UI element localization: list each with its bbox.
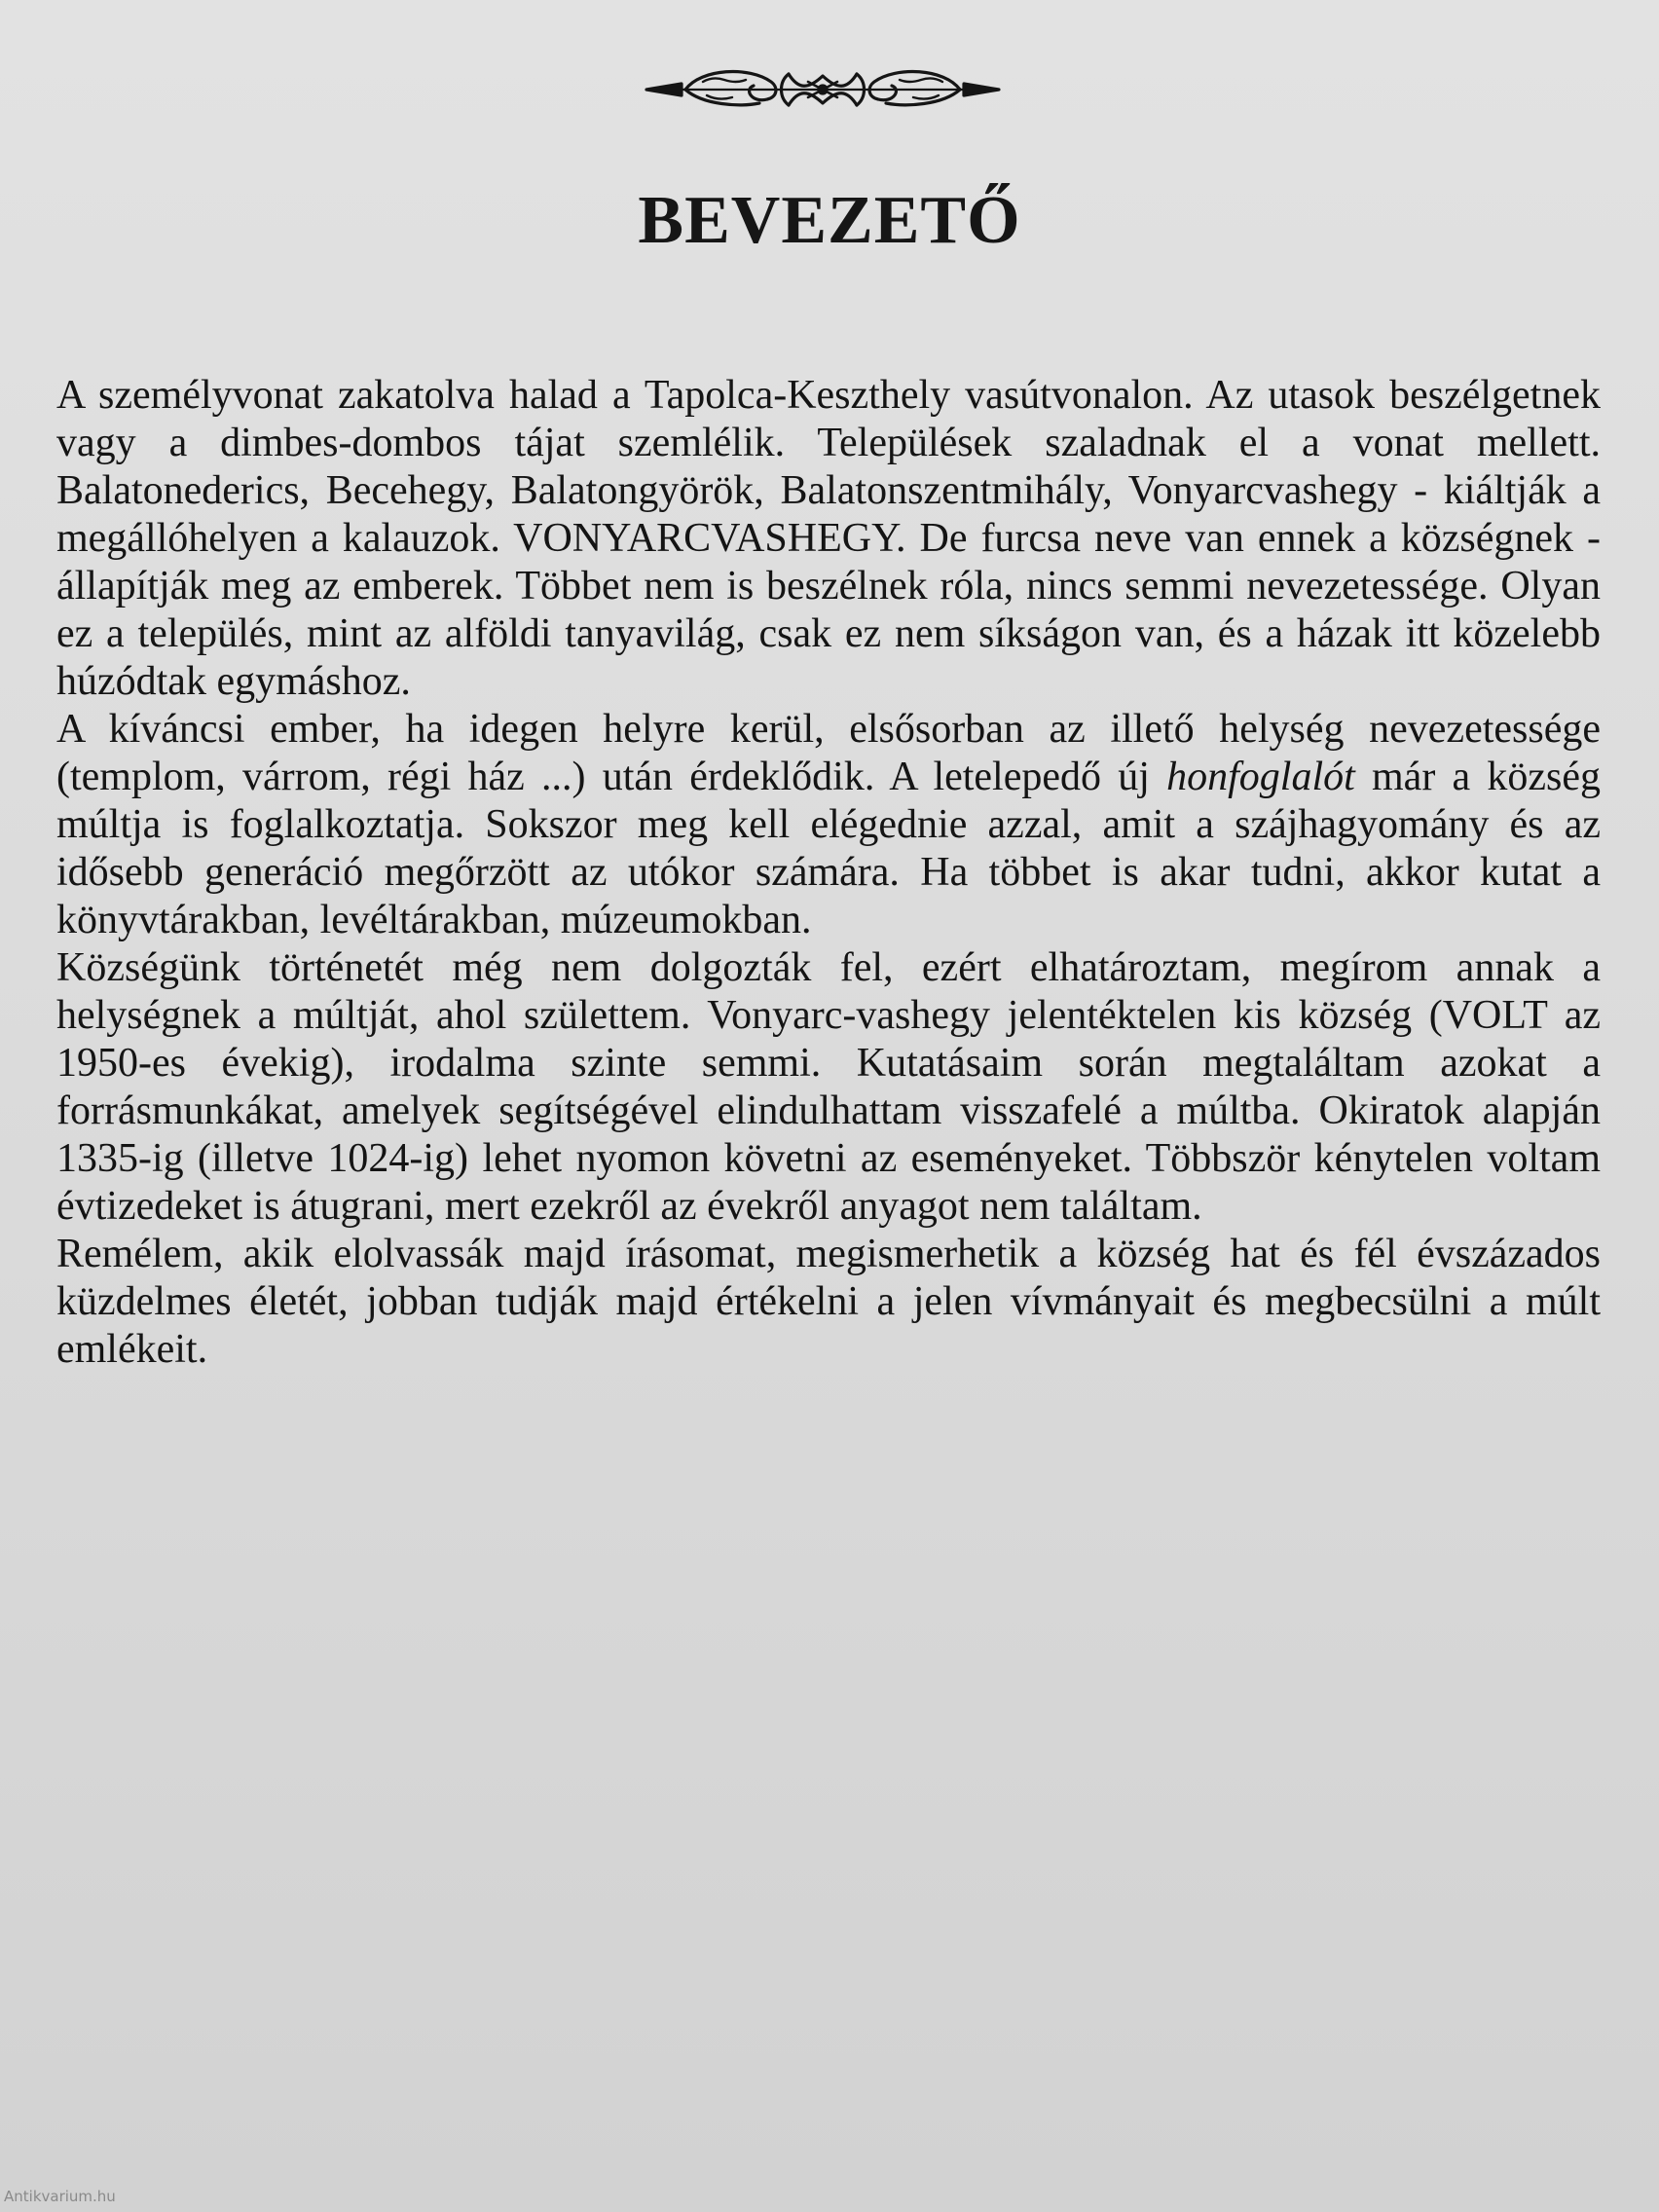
page-title: BEVEZETŐ: [638, 183, 1021, 258]
watermark: Antikvarium.hu: [4, 2188, 116, 2205]
body-text: [56, 372, 1601, 1374]
decorative-flourish-icon: [643, 60, 1003, 119]
paragraph-3: Községünk történetét még nem dolgozták fel, ezért elhatároztam, megírom annak a helységnek a múltját, ahol születtem. Vonyarc-vashegy jelentéktelen kis község (VOLT az 1950-es évekig), irodalma szinte semmi. Kutatásaim során megtaláltam azokat a forrásmunkákat, amelyek segítségével elindulhattam visszafelé a múltba. Okiratok alapján 1335-ig (illetve 1024-ig) lehet nyomon követni az eseményeket. Többször kénytelen voltam évtizedeket is átugrani, mert ezekről az évekről anyagot nem találtam.: [56, 945, 1601, 1229]
paragraph-4: Remélem, akik elolvassák majd írásomat, megismerhetik a község hat és fél évszázados küzdelmes életét, jobban tudják majd értékelni a jelen vívmányait és megbecsülni a múlt emlékeit.: [56, 1232, 1601, 1372]
italic-word: honfoglalót: [1166, 755, 1355, 799]
paragraph-1: A személyvonat zakatolva halad a Tapolca-Keszthely vasútvonalon. Az utasok beszélgetnek vagy a dimbes-dombos tájat szemlélik. Települések szaladnak el a vonat mellett. Balatonederics, Becehegy, Balatongyörök, Balatonszentmihály, Vonyarcvashegy - kiáltják a megállóhelyen a kalauzok. VONYARCVASHEGY. De furcsa neve van ennek a községnek - állapítják meg az emberek. Többet nem is beszélnek róla, nincs semmi nevezetessége. Olyan ez a település, mint az alföldi tanyavilág, csak ez nem síkságon van, és a házak itt közelebb húzódtak egymáshoz.: [56, 373, 1601, 704]
paragraph-2-end: már a község múltja is foglalkoztatja. Sokszor meg kell elégednie azzal, amit a szájhagyomány és az idősebb generáció megőrzött az utókor számára. Ha többet is akar tudni, akkor kutat a könyvtárakban, levéltárakban, múzeumokban.: [56, 755, 1601, 942]
paragraph-2-start: A kíváncsi ember, ha idegen helyre kerül, elsősorban az illető helység nevezetessége (templom, várrom, régi ház ...) után érdeklődik. A letelepedő új: [56, 707, 1601, 799]
paragraph-2: [56, 706, 1601, 944]
